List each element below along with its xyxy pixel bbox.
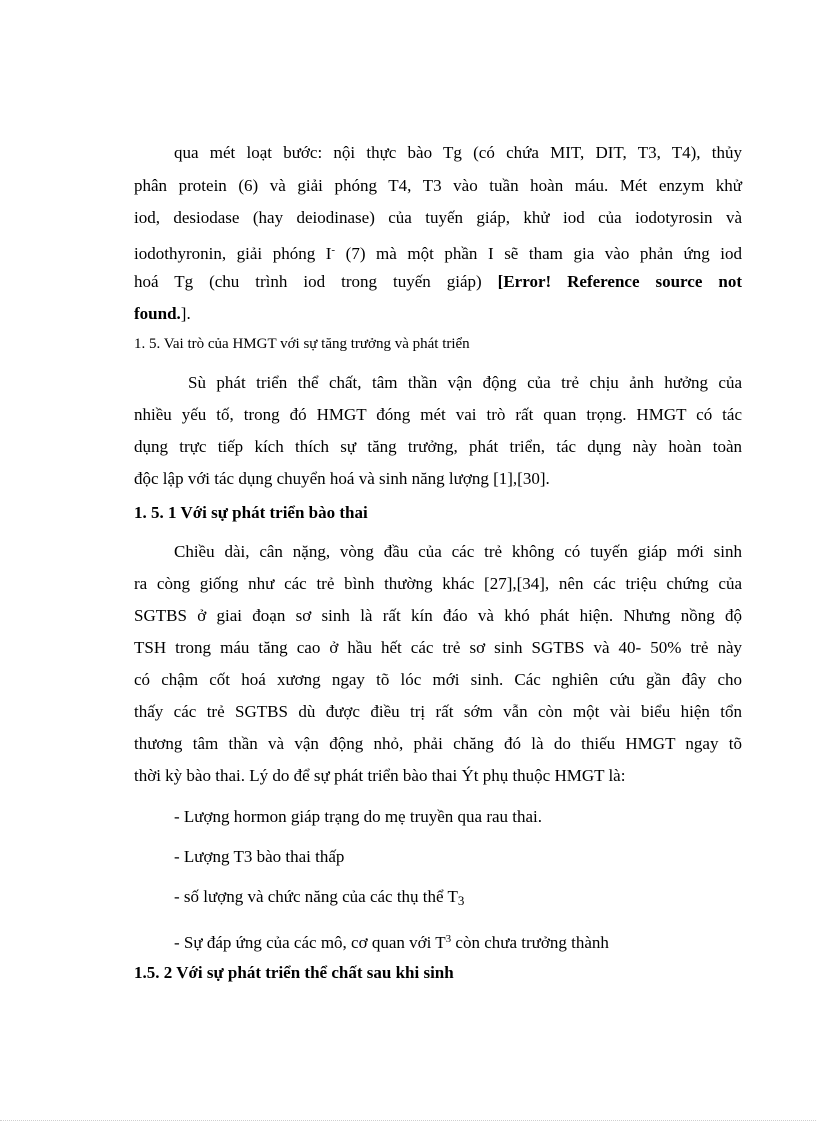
para1-line3: iod, desiodase (hay deiodinase) của tuyến giáp, khử iod của iodotyrosin và — [134, 208, 742, 227]
reference-error-cont: found. — [134, 304, 181, 323]
section-heading-1-5: 1. 5. Vai trò của HMGT với sự tăng trưởng và phát triển — [134, 336, 470, 352]
section-heading-1-5-2: 1.5. 2 Với sự phát triển thể chất sau khi sinh — [134, 963, 454, 982]
page-bottom-divider — [0, 1120, 816, 1121]
iodide-superscript: - — [331, 244, 336, 256]
bullet-item-1: - Lượng hormon giáp trạng do mẹ truyền qua rau thai. — [174, 807, 543, 826]
para3-line5: có chậm cốt hoá xương ngay tõ lóc mới sinh. Các nghiên cứu gần đây cho — [134, 670, 742, 689]
para1-line4-b: (7) mà một phần I sẽ tham gia vào phản ứng iod — [335, 244, 742, 263]
para1-line6 — [134, 303, 742, 325]
para3-line8: thời kỳ bào thai. Lý do để sự phát triển bào thai Ýt phụ thuộc HMGT là: — [134, 766, 626, 785]
bullet-item-3 — [174, 886, 464, 912]
t3-superscript: 3 — [445, 933, 452, 945]
para3-line2: ra còng giống như các trẻ bình thường khác [27],[34], nên các triệu chứng của — [134, 574, 742, 593]
bullet-item-4-text-b: còn chưa trưởng thành — [451, 933, 609, 952]
para3-line6: thấy các trẻ SGTBS dù được điều trị rất sớm vẫn còn một vài biểu hiện tổn — [134, 702, 742, 721]
section-heading-1-5-1: 1. 5. 1 Với sự phát triển bào thai — [134, 503, 368, 522]
para3-line7: thương tâm thần và vận động nhỏ, phải chăng đó là do thiếu HMGT ngay tõ — [134, 734, 742, 753]
bullet-item-3-text: - số lượng và chức năng của các thụ thể T — [174, 887, 458, 906]
bullet-item-4 — [174, 928, 609, 954]
para1-line5 — [134, 271, 742, 293]
para2-line2: nhiều yếu tố, trong đó HMGT đóng mét vai trò rất quan trọng. HMGT có tác — [134, 405, 742, 424]
para1-line4-a: iodothyronin, giải phóng I — [134, 244, 332, 263]
para1-line6-b: ]. — [180, 304, 191, 323]
para1-line4 — [134, 239, 742, 265]
para3-line3: SGTBS ở giai đoạn sơ sinh là rất kín đáo và khó phát hiện. Nhưng nồng độ — [134, 606, 742, 625]
para2-line1: Sù phát triển thể chất, tâm thần vận động của trẻ chịu ảnh hưởng của — [188, 373, 742, 392]
reference-error: [Error! Reference source not — [497, 272, 742, 291]
para1-line5-a: hoá Tg (chu trình iod trong tuyến giáp) — [134, 272, 498, 291]
para1-line1: qua mét loạt bước: nội thực bào Tg (có chứa MIT, DIT, T3, T4), thủy — [174, 143, 742, 162]
bullet-item-4-text-a: - Sự đáp ứng của các mô, cơ quan với T — [174, 933, 446, 952]
para3-line4: TSH trong máu tăng cao ở hầu hết các trẻ sơ sinh SGTBS và 40- 50% trẻ này — [134, 638, 742, 657]
bullet-item-2: - Lượng T3 bào thai thấp — [174, 847, 345, 866]
para2-line4: độc lập với tác dụng chuyển hoá và sinh năng lượng [1],[30]. — [134, 469, 550, 488]
para2-line3: dụng trực tiếp kích thích sự tăng trưởng, phát triển, tác dụng này hoàn toàn — [134, 437, 742, 456]
para3-line1: Chiều dài, cân nặng, vòng đầu của các trẻ không có tuyến giáp mới sinh — [174, 542, 742, 561]
para1-line2: phân protein (6) và giải phóng T4, T3 vào tuần hoàn máu. Mét enzym khử — [134, 176, 742, 195]
t3-subscript: 3 — [457, 893, 465, 908]
